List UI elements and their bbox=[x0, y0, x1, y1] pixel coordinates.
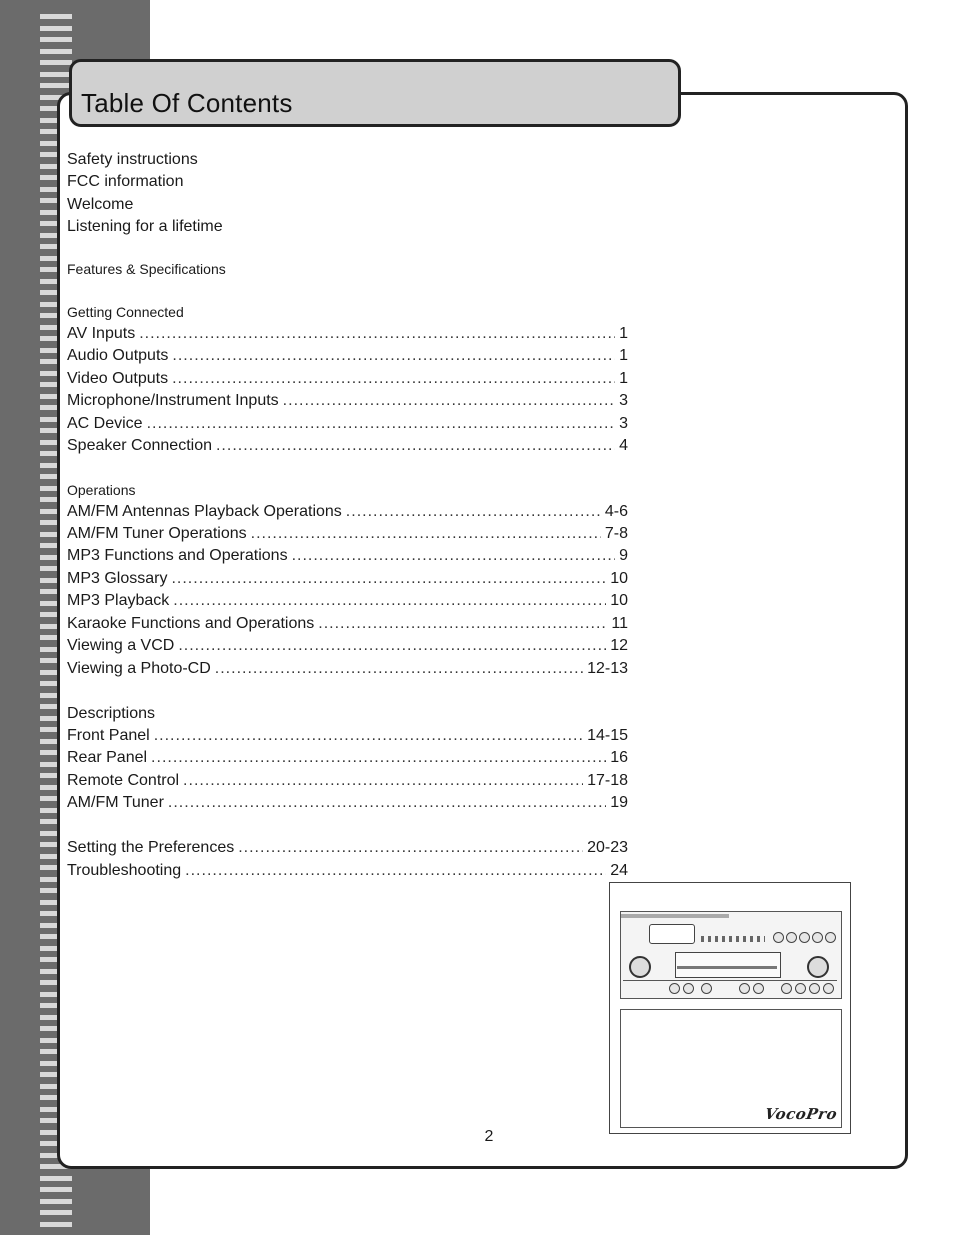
strip-tick bbox=[40, 1187, 72, 1192]
small-knob-icon bbox=[773, 932, 784, 943]
toc-entry-page: 1 bbox=[619, 370, 628, 387]
page-number: 2 bbox=[484, 1128, 494, 1145]
toc-entry-label: AM/FM Tuner Operations bbox=[67, 525, 247, 542]
small-knob-icon bbox=[799, 932, 810, 943]
toc-entry[interactable] bbox=[67, 324, 628, 344]
toc-entry-label: AC Device bbox=[67, 415, 143, 432]
strip-tick bbox=[40, 37, 72, 42]
toc-entry[interactable] bbox=[67, 502, 628, 522]
section-heading-operations: Operations bbox=[67, 482, 136, 498]
toc-entry-page: 20-23 bbox=[587, 839, 628, 856]
strip-tick bbox=[40, 1210, 72, 1215]
toc-entry-label: MP3 Playback bbox=[67, 592, 170, 609]
toc-entry[interactable] bbox=[67, 636, 628, 656]
section-heading-getting-connected: Getting Connected bbox=[67, 304, 184, 320]
dot-leader bbox=[178, 636, 606, 656]
toc-entry-page: 19 bbox=[610, 794, 628, 811]
toc-entry-page: 17-18 bbox=[587, 772, 628, 789]
karaoke-system-illustration bbox=[609, 882, 851, 1134]
toc-entry[interactable] bbox=[67, 369, 628, 389]
toc-intro-item[interactable]: Welcome bbox=[67, 196, 134, 213]
small-knob-icon bbox=[825, 932, 836, 943]
disc-tray bbox=[649, 924, 695, 944]
toc-entry[interactable] bbox=[67, 614, 628, 634]
strip-tick bbox=[40, 26, 72, 31]
toc-intro-item[interactable]: Safety instructions bbox=[67, 151, 198, 168]
toc-entry-label: Troubleshooting bbox=[67, 862, 182, 879]
toc-entry-label: Setting the Preferences bbox=[67, 839, 235, 856]
title-tab bbox=[69, 59, 681, 127]
toc-entry-page: 1 bbox=[619, 325, 628, 342]
toc-entry[interactable] bbox=[67, 861, 628, 881]
button-row bbox=[701, 936, 765, 942]
dot-leader bbox=[172, 369, 615, 389]
toc-entry-label: Karaoke Functions and Operations bbox=[67, 615, 315, 632]
toc-entry-label: Speaker Connection bbox=[67, 437, 212, 454]
dot-leader bbox=[215, 659, 583, 679]
strip-tick bbox=[40, 60, 72, 65]
dot-leader bbox=[292, 546, 616, 566]
control-knob-icon bbox=[823, 983, 834, 994]
dot-leader bbox=[318, 614, 607, 634]
toc-intro-item[interactable]: Listening for a lifetime bbox=[67, 218, 223, 235]
control-knob-icon bbox=[809, 983, 820, 994]
toc-entry-page: 12 bbox=[610, 637, 628, 654]
dot-leader bbox=[238, 838, 583, 858]
brand-logo: VocoPro bbox=[763, 1105, 839, 1123]
toc-entry[interactable] bbox=[67, 771, 628, 791]
toc-entry[interactable] bbox=[67, 524, 628, 544]
dot-leader bbox=[183, 771, 583, 791]
toc-entry-page: 3 bbox=[619, 415, 628, 432]
toc-entry-label: MP3 Functions and Operations bbox=[67, 547, 288, 564]
toc-entry-label: Viewing a VCD bbox=[67, 637, 175, 654]
device-front-panel bbox=[620, 911, 842, 999]
toc-entry-page: 1 bbox=[619, 347, 628, 364]
toc-entry[interactable] bbox=[67, 546, 628, 566]
panel-top-band bbox=[621, 914, 729, 918]
display-strip bbox=[677, 966, 777, 969]
toc-entry-label: Front Panel bbox=[67, 727, 150, 744]
control-knob-icon bbox=[795, 983, 806, 994]
toc-entry-page: 11 bbox=[611, 615, 628, 632]
dot-leader bbox=[168, 793, 606, 813]
mic-input-icon bbox=[669, 983, 680, 994]
toc-entry[interactable] bbox=[67, 436, 628, 456]
strip-tick bbox=[40, 72, 72, 77]
strip-tick bbox=[40, 49, 72, 54]
toc-entry-page: 14-15 bbox=[587, 727, 628, 744]
dot-leader bbox=[139, 324, 615, 344]
toc-entry-page: 10 bbox=[610, 570, 628, 587]
toc-entry[interactable] bbox=[67, 726, 628, 746]
toc-entry-label: Viewing a Photo-CD bbox=[67, 660, 211, 677]
page-title: Table Of Contents bbox=[81, 88, 293, 118]
toc-intro-item[interactable]: FCC information bbox=[67, 173, 184, 190]
control-knob-icon bbox=[781, 983, 792, 994]
toc-entry[interactable] bbox=[67, 659, 628, 679]
small-knob-icon bbox=[786, 932, 797, 943]
toc-entry[interactable] bbox=[67, 838, 628, 858]
control-knob-icon bbox=[739, 983, 750, 994]
toc-entry[interactable] bbox=[67, 748, 628, 768]
strip-tick bbox=[40, 1222, 72, 1227]
toc-entry[interactable] bbox=[67, 414, 628, 434]
control-knob-icon bbox=[753, 983, 764, 994]
toc-entry-page: 3 bbox=[619, 392, 628, 409]
mic-input-icon bbox=[701, 983, 712, 994]
dot-leader bbox=[173, 591, 606, 611]
toc-entry-page: 12-13 bbox=[587, 660, 628, 677]
toc-entry-label: Video Outputs bbox=[67, 370, 169, 387]
dot-leader bbox=[283, 391, 615, 411]
strip-tick bbox=[40, 14, 72, 19]
dot-leader bbox=[151, 748, 606, 768]
toc-entry-label: Audio Outputs bbox=[67, 347, 169, 364]
dot-leader bbox=[185, 861, 606, 881]
toc-entry-page: 10 bbox=[610, 592, 628, 609]
toc-entry-label: Microphone/Instrument Inputs bbox=[67, 392, 279, 409]
toc-entry[interactable] bbox=[67, 346, 628, 366]
dot-leader bbox=[346, 502, 601, 522]
toc-entry-page: 7-8 bbox=[604, 525, 628, 542]
strip-tick bbox=[40, 1176, 72, 1181]
toc-entry[interactable] bbox=[67, 591, 628, 611]
dot-leader bbox=[154, 726, 583, 746]
toc-entry-label: AM/FM Tuner bbox=[67, 794, 164, 811]
small-knob-icon bbox=[812, 932, 823, 943]
dot-leader bbox=[251, 524, 601, 544]
section-heading-descriptions: Descriptions bbox=[67, 705, 156, 722]
dot-leader bbox=[147, 414, 616, 434]
toc-entry-label: AV Inputs bbox=[67, 325, 136, 342]
device-speaker-door bbox=[620, 1009, 842, 1128]
toc-entry[interactable] bbox=[67, 391, 628, 411]
mic-input-icon bbox=[683, 983, 694, 994]
display-window bbox=[675, 952, 781, 978]
toc-entry-page: 24 bbox=[610, 862, 628, 879]
toc-entry-page: 9 bbox=[619, 547, 628, 564]
strip-tick bbox=[40, 83, 72, 88]
toc-entry-label: MP3 Glossary bbox=[67, 570, 168, 587]
dot-leader bbox=[171, 569, 606, 589]
toc-entry-page: 4 bbox=[619, 437, 628, 454]
section-heading-features: Features & Specifications bbox=[67, 261, 226, 277]
dot-leader bbox=[172, 346, 615, 366]
toc-entry-label: Rear Panel bbox=[67, 749, 148, 766]
toc-entry-page: 16 bbox=[610, 749, 628, 766]
toc-entry-label: Remote Control bbox=[67, 772, 180, 789]
right-volume-knob-icon bbox=[807, 956, 829, 978]
left-volume-knob-icon bbox=[629, 956, 651, 978]
dot-leader bbox=[216, 436, 615, 456]
strip-tick bbox=[40, 1199, 72, 1204]
toc-entry[interactable] bbox=[67, 793, 628, 813]
toc-entry-page: 4-6 bbox=[604, 503, 628, 520]
toc-entry-label: AM/FM Antennas Playback Operations bbox=[67, 503, 342, 520]
toc-entry[interactable] bbox=[67, 569, 628, 589]
